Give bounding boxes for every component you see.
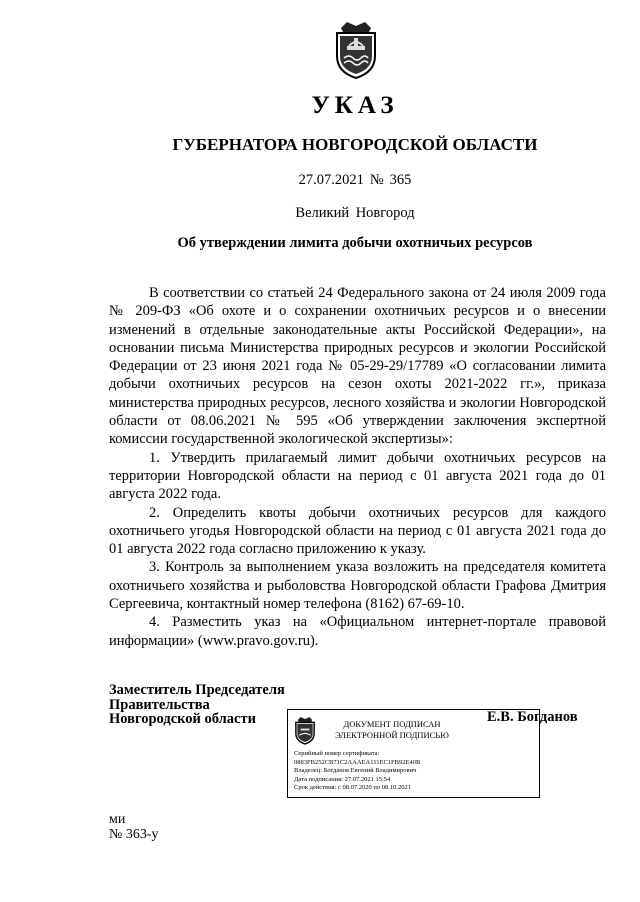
paragraph-item-4: 4. Разместить указ на «Официальном интернет-портале правовой информации» (www.pravo.gov.ru). — [109, 614, 606, 649]
stamp-details — [294, 750, 420, 793]
signer-position — [109, 683, 285, 727]
city: Великий Новгород — [295, 205, 415, 221]
document-title: УКАЗ — [311, 92, 399, 119]
stamp-emblem-icon — [293, 715, 317, 745]
paragraph-item-2: 2. Определить квоты добычи охотничьих ресурсов для каждого охотничьего угодья Новгородской области на период с 01 августа 2021 года до 01 августа 2022 года согласно приложению к указу. — [109, 504, 606, 558]
date-number-line — [0, 172, 640, 189]
document-date: 27.07.2021 — [298, 172, 364, 188]
signer-position-line: Новгородской области — [109, 711, 256, 727]
stamp-header-line: ДОКУМЕНТ ПОДПИСАН — [343, 719, 441, 729]
footer-initials: ми — [109, 812, 126, 827]
paragraph-preamble: В соответствии со статьей 24 Федерального закона от 24 июля 2009 года № 209-ФЗ «Об охоте и о сохранении охотничьих ресурсов и о внесении изменений в отдельные законодательные акты Российской Федерации», на основании письма Министерства природных ресурсов и экологии Российской Федерации от 23 июня 2021 года № 05-29-29/17789 «О согласовании лимита добычи охотничьих ресурсов на сезон охоты 2021-2022 гг.», приказа министерства природных ресурсов, лесного хозяйства и экологии Новгородской области от 08.06.2021 № 595 «Об утверждении заключения экспертной комиссии государственной экологической экспертизы»: — [109, 285, 606, 448]
stamp-owner: Владелец: Богданов Евгений Владимирович — [294, 767, 417, 775]
document-number: 365 — [389, 172, 412, 188]
signer-name: Е.В. Богданов — [487, 709, 578, 725]
coat-of-arms-icon — [331, 18, 381, 80]
stamp-signed-date: Дата подписания: 27.07.2021 15:54 — [294, 775, 391, 783]
stamp-cert-number: 0883FB252CB71C2AAAEA111EC1FB92E40B — [294, 758, 421, 766]
stamp-cert-label: Серийный номер сертификата: — [294, 750, 380, 757]
stamp-header — [332, 719, 452, 741]
paragraph-item-3: 3. Контроль за выполнением указа возложить на председателя комитета охотничьего хозяйства и рыболовства Новгородской области Графова Дмитрия Сергеевича, контактный номер телефона (8162) 67-69-10. — [109, 559, 606, 613]
paragraph-item-1: 1. Утвердить прилагаемый лимит добычи охотничьих ресурсов на территории Новгородской области на период с 01 августа 2021 года до 01 августа 2022 года. — [109, 449, 606, 503]
footer-reference: № 363-у — [109, 826, 159, 842]
document-footer — [109, 813, 159, 842]
signer-position-line: Заместитель Председателя — [109, 682, 285, 698]
document-subtitle: ГУБЕРНАТОРА НОВГОРОДСКОЙ ОБЛАСТИ — [172, 135, 538, 154]
stamp-header-line: ЭЛЕКТРОННОЙ ПОДПИСЬЮ — [335, 730, 449, 740]
document-heading: Об утверждении лимита добычи охотничьих ресурсов — [177, 235, 533, 251]
stamp-validity: Срок действия: с 08.07.2020 по 08.10.2021 — [294, 784, 411, 792]
number-label: № — [369, 172, 384, 188]
signer-position-line: Правительства — [109, 696, 210, 713]
document-body — [109, 284, 606, 650]
